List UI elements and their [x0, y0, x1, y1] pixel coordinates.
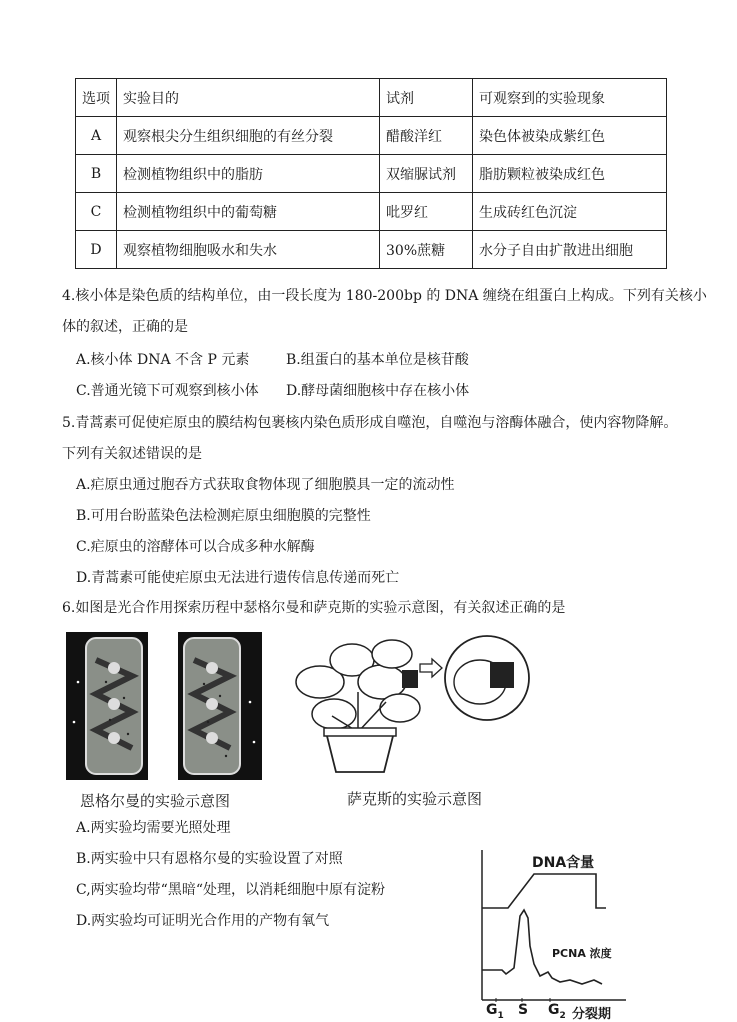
table-row: [76, 193, 667, 231]
q6-option-d: D.两实验均可证明光合作用的产物有氧气: [76, 913, 330, 929]
sachs-experiment-figure: [282, 632, 532, 777]
q6-option-c: C,两实验均带“黑暗“处理，以消耗细胞中原有淀粉: [76, 882, 385, 898]
q6-option-b: B.两实验中只有恩格尔曼的实验设置了对照: [76, 851, 343, 867]
engelmann-caption: 恩格尔曼的实验示意图: [80, 792, 231, 810]
axis-label-g1: $G_1$: [486, 1002, 504, 1021]
table-cell: 染色体被染成紫红色: [473, 117, 667, 155]
table-cell: 检测植物组织中的脂肪: [117, 155, 380, 193]
table-header-cell: 可观察到的实验现象: [473, 79, 667, 117]
table-cell: 生成砖红色沉淀: [473, 193, 667, 231]
q4-option-a: A.核小体 DNA 不含 P 元素: [76, 352, 250, 368]
table-cell: B: [76, 155, 117, 193]
dna-content-curve: [482, 874, 606, 908]
q5-stem-line-2: 下列有关叙述错误的是: [62, 446, 202, 462]
table-header-cell: 实验目的: [117, 79, 380, 117]
table-cell: A: [76, 117, 117, 155]
q6-stem: 6.如图是光合作用探索历程中瑟格尔曼和萨克斯的实验示意图，有关叙述正确的是: [62, 600, 566, 616]
table-header-row: [76, 79, 667, 117]
q5-option-c: C.疟原虫的溶酵体可以合成多种水解酶: [76, 539, 315, 555]
dna-content-label: DNA含量: [532, 855, 595, 871]
q5-stem-line-1: 5.青蒿素可促使疟原虫的膜结构包裹核内染色质形成自噬泡，自噬泡与溶酶体融合，使内容物降解。: [62, 415, 678, 431]
axis-label-s: S: [518, 1002, 529, 1018]
q4-option-d: D.酵母菌细胞核中存在核小体: [286, 383, 470, 399]
q4-stem-line-2: 体的叙述，正确的是: [62, 319, 188, 335]
q4-option-c: C.普通光镜下可观察到核小体: [76, 383, 259, 399]
table-cell: 吡罗红: [380, 193, 473, 231]
q4-option-b: B.组蛋白的基本单位是核苷酸: [286, 352, 469, 368]
table-cell: D: [76, 231, 117, 269]
q5-option-a: A.疟原虫通过胞吞方式获取食物体现了细胞膜具一定的流动性: [76, 477, 455, 493]
table-header-cell: 试剂: [380, 79, 473, 117]
engelmann-experiment-figure: [66, 632, 262, 780]
q5-option-b: B.可用台盼蓝染色法检测疟原虫细胞膜的完整性: [76, 508, 371, 524]
table-cell: 观察根尖分生组织细胞的有丝分裂: [117, 117, 380, 155]
axis-label-g2: $G_2$: [548, 1002, 566, 1021]
q5-option-d: D.青蒿素可能使疟原虫无法进行遗传信息传递而死亡: [76, 570, 400, 586]
table-cell: 水分子自由扩散进出细胞: [473, 231, 667, 269]
q6-option-a: A.两实验均需要光照处理: [76, 820, 231, 836]
experiment-table: [75, 78, 667, 269]
table-cell: 脂肪颗粒被染成红色: [473, 155, 667, 193]
table-cell: 30%蔗糖: [380, 231, 473, 269]
table-header-cell: 选项: [76, 79, 117, 117]
axis-label-mitosis: 分裂期: [572, 1007, 612, 1022]
sachs-caption: 萨克斯的实验示意图: [347, 790, 483, 808]
q4-stem-line-1: 4.核小体是染色质的结构单位，由一段长度为 180-200bp 的 DNA 缠绕在组蛋白上构成。下列有关核小: [62, 288, 707, 304]
table-cell: 双缩脲试剂: [380, 155, 473, 193]
pcna-label: PCNA 浓度: [552, 947, 612, 960]
table-row: [76, 231, 667, 269]
table-cell: C: [76, 193, 117, 231]
table-row: [76, 117, 667, 155]
table-cell: 观察植物细胞吸水和失水: [117, 231, 380, 269]
table-cell: 醋酸洋红: [380, 117, 473, 155]
cell-cycle-graph: [466, 846, 636, 1021]
table-row: [76, 155, 667, 193]
table-cell: 检测植物组织中的葡萄糖: [117, 193, 380, 231]
